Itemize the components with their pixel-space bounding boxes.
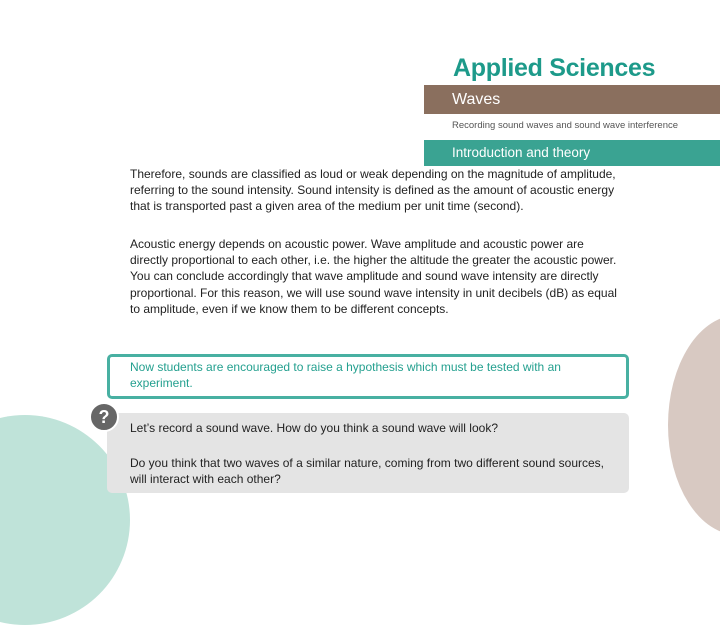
paragraph-sound-intensity: Therefore, sounds are classified as loud or weak depending on the magnitude of amplitude, referring to the sound intensity. Sound intensity is defined as the amount of acoustic energy that is transported past a given area of the medium per unit time (second). [130, 167, 616, 214]
question-record-sound-wave: Let’s record a sound wave. How do you think a sound wave will look? [130, 421, 498, 435]
decorative-circle-right [668, 315, 720, 535]
brand-title: Applied Sciences [453, 54, 656, 82]
question-mark-icon: ? [89, 402, 119, 432]
question-wave-interaction: Do you think that two waves of a similar nature, coming from two different sound sources, will interact with each other? [130, 456, 604, 487]
hypothesis-text: Now students are encouraged to raise a hypothesis which must be tested with an experiment. [130, 360, 561, 391]
section-bar-introduction: Introduction and theory [424, 140, 720, 166]
subtitle: Recording sound waves and sound wave interference [452, 120, 679, 131]
section-title-bar: Waves [424, 85, 720, 114]
paragraph-acoustic-energy: Acoustic energy depends on acoustic power. Wave amplitude and acoustic power are directly proportional to each other, i.e. the higher the altitude the greater the acoustic power. You can conclude accordingly that wave amplitude and sound wave intensity are directly proportional. For this reason, we will use sound wave intensity in unit decibels (dB) as equal to amplitude, even if we know them to be different concepts. [130, 237, 617, 316]
